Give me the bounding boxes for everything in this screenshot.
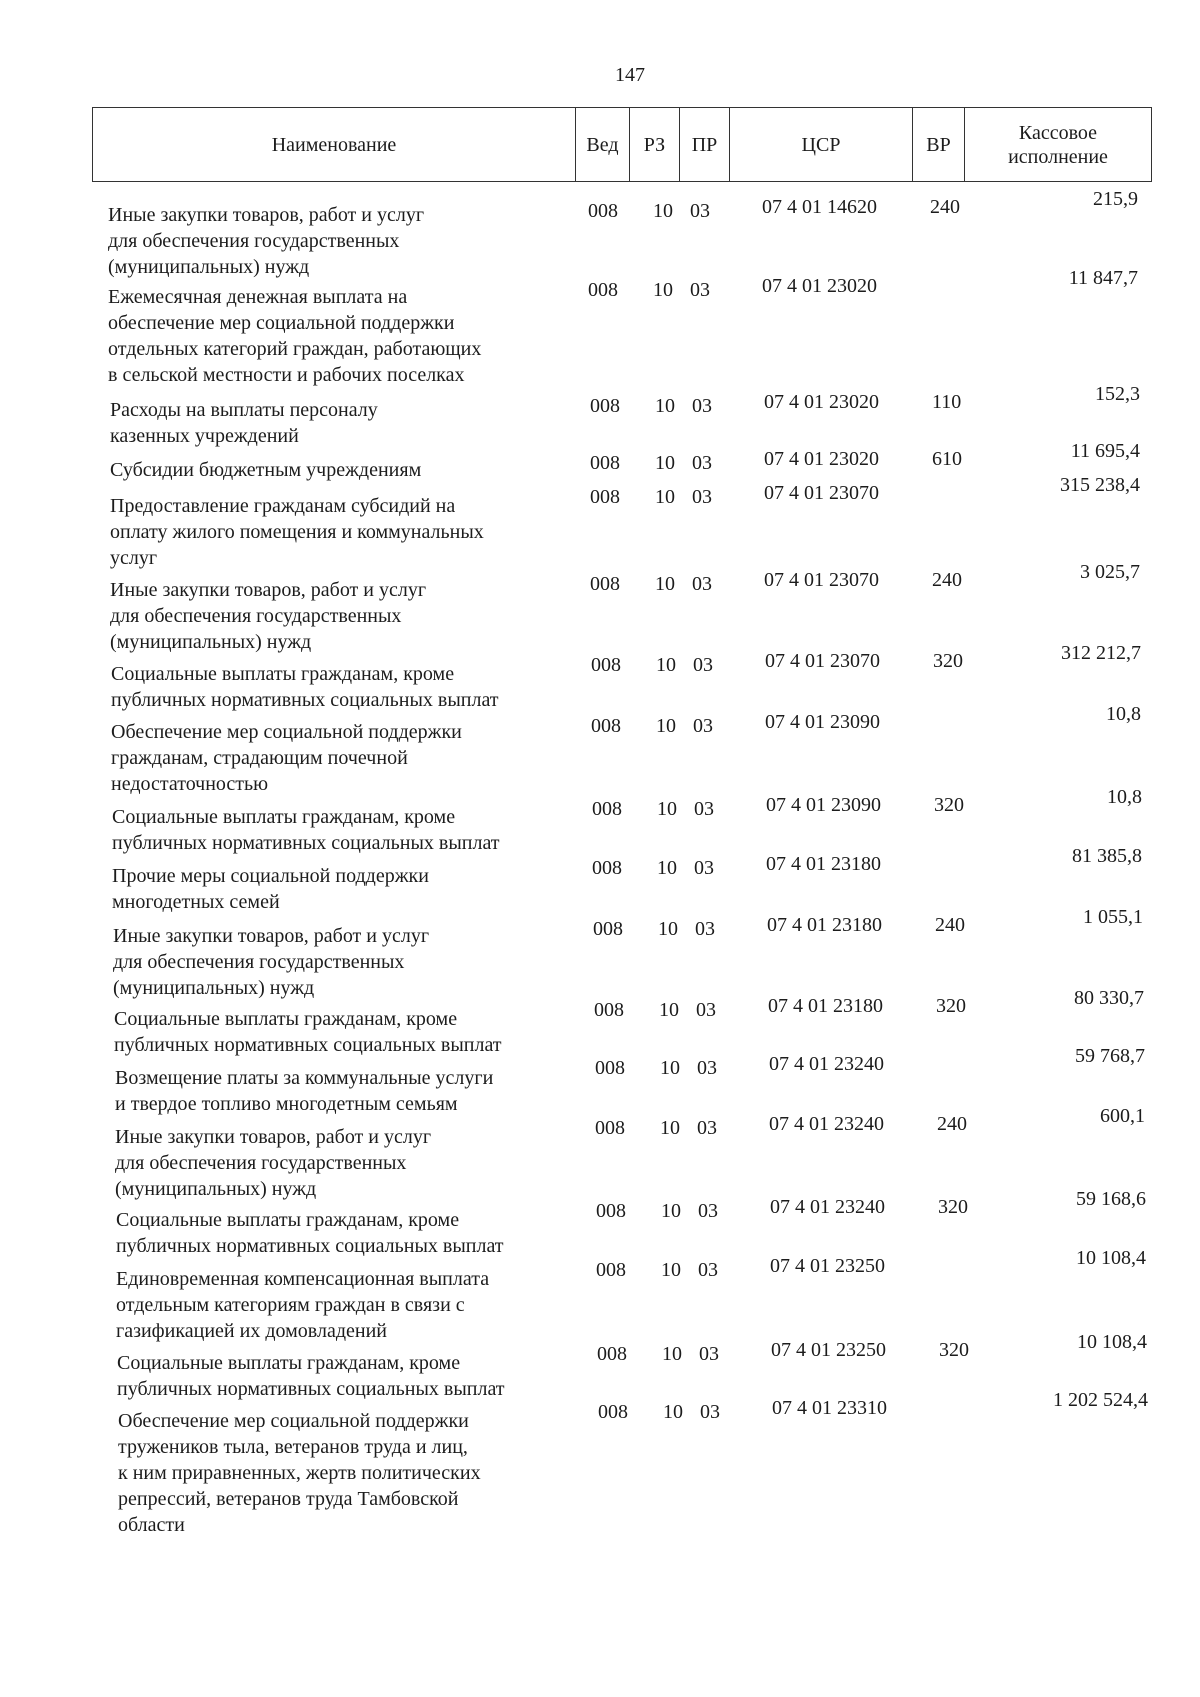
cell-sum: 1 055,1 [1083, 906, 1143, 928]
cell-ved: 008 [591, 654, 621, 676]
cell-sum: 1 202 524,4 [1053, 1389, 1148, 1411]
cell-csr: 07 4 01 23240 [769, 1113, 884, 1135]
cell-ved: 008 [590, 573, 620, 595]
cell-name: Расходы на выплаты персоналу казенных учреждений [110, 399, 378, 447]
cell-pr: 03 [690, 279, 710, 301]
cell-pr: 03 [697, 1057, 717, 1079]
header-vr: ВР [913, 108, 965, 181]
cell-pr: 03 [696, 999, 716, 1021]
cell-ved: 008 [588, 279, 618, 301]
cell-name: Социальные выплаты гражданам, кроме публичных нормативных социальных выплат [116, 1209, 504, 1257]
cell-vr: 240 [930, 196, 960, 218]
cell-name: Ежемесячная денежная выплата на обеспечение мер социальной поддержки отдельных категорий граждан, работающих в сельской местности и рабочих поселках [108, 286, 482, 386]
cell-vr: 240 [932, 569, 962, 591]
cell-sum: 10,8 [1107, 786, 1142, 808]
cell-sum: 11 847,7 [1068, 267, 1138, 289]
cell-name: Возмещение платы за коммунальные услуги и твердое топливо многодетным семьям [115, 1067, 494, 1115]
cell-name: Иные закупки товаров, работ и услуг для обеспечения государственных (муниципальных) нужд [115, 1126, 432, 1200]
cell-name: Обеспечение мер социальной поддержки гражданам, страдающим почечной недостаточностью [111, 721, 462, 795]
cell-rz: 10 [661, 1259, 681, 1281]
cell-name: Прочие меры социальной поддержки многодетных семей [112, 865, 429, 913]
cell-ved: 008 [596, 1200, 626, 1222]
cell-ved: 008 [594, 999, 624, 1021]
cell-rz: 10 [655, 573, 675, 595]
cell-ved: 008 [595, 1057, 625, 1079]
cell-rz: 10 [659, 999, 679, 1021]
cell-pr: 03 [694, 798, 714, 820]
cell-name: Предоставление гражданам субсидий на оплату жилого помещения и коммунальных услуг [110, 495, 484, 569]
cell-rz: 10 [663, 1401, 683, 1423]
cell-sum: 152,3 [1095, 383, 1140, 405]
cell-sum: 59 168,6 [1076, 1188, 1146, 1210]
header-pr: ПР [680, 108, 730, 181]
cell-csr: 07 4 01 23070 [764, 482, 879, 504]
cell-pr: 03 [698, 1259, 718, 1281]
cell-pr: 03 [690, 200, 710, 222]
cell-rz: 10 [655, 452, 675, 474]
cell-name: Социальные выплаты гражданам, кроме публичных нормативных социальных выплат [117, 1352, 505, 1400]
cell-rz: 10 [656, 715, 676, 737]
cell-sum: 3 025,7 [1080, 561, 1140, 583]
cell-ved: 008 [590, 486, 620, 508]
cell-pr: 03 [692, 573, 712, 595]
cell-rz: 10 [653, 279, 673, 301]
cell-pr: 03 [692, 452, 712, 474]
header-csr: ЦСР [730, 108, 913, 181]
cell-sum: 10,8 [1106, 703, 1141, 725]
cell-csr: 07 4 01 23180 [767, 914, 882, 936]
cell-csr: 07 4 01 23240 [769, 1053, 884, 1075]
cell-sum: 81 385,8 [1072, 845, 1142, 867]
header-ved: Вед [576, 108, 630, 181]
header-name: Наименование [93, 108, 576, 181]
cell-rz: 10 [655, 486, 675, 508]
cell-sum: 10 108,4 [1077, 1331, 1147, 1353]
cell-csr: 07 4 01 23020 [764, 391, 879, 413]
cell-sum: 11 695,4 [1070, 440, 1140, 462]
cell-sum: 312 212,7 [1061, 642, 1141, 664]
cell-ved: 008 [595, 1117, 625, 1139]
cell-name: Субсидии бюджетным учреждениям [110, 459, 422, 481]
table-header [92, 107, 1152, 182]
cell-csr: 07 4 01 23070 [765, 650, 880, 672]
cell-csr: 07 4 01 23020 [762, 275, 877, 297]
cell-vr: 320 [934, 794, 964, 816]
cell-ved: 008 [591, 715, 621, 737]
cell-vr: 240 [937, 1113, 967, 1135]
cell-vr: 320 [939, 1339, 969, 1361]
cell-vr: 240 [935, 914, 965, 936]
cell-ved: 008 [593, 918, 623, 940]
cell-name: Социальные выплаты гражданам, кроме публичных нормативных социальных выплат [114, 1008, 502, 1056]
cell-sum: 80 330,7 [1074, 987, 1144, 1009]
cell-sum: 315 238,4 [1060, 474, 1140, 496]
cell-sum: 215,9 [1093, 188, 1138, 210]
cell-csr: 07 4 01 23310 [772, 1397, 887, 1419]
cell-csr: 07 4 01 23180 [768, 995, 883, 1017]
cell-pr: 03 [700, 1401, 720, 1423]
cell-sum: 59 768,7 [1075, 1045, 1145, 1067]
cell-name: Иные закупки товаров, работ и услуг для обеспечения государственных (муниципальных) нужд [113, 925, 430, 999]
cell-csr: 07 4 01 23090 [766, 794, 881, 816]
cell-vr: 320 [933, 650, 963, 672]
cell-ved: 008 [590, 395, 620, 417]
cell-rz: 10 [657, 857, 677, 879]
cell-csr: 07 4 01 23240 [770, 1196, 885, 1218]
cell-pr: 03 [699, 1343, 719, 1365]
cell-rz: 10 [662, 1343, 682, 1365]
cell-ved: 008 [588, 200, 618, 222]
cell-rz: 10 [660, 1057, 680, 1079]
cell-rz: 10 [656, 654, 676, 676]
cell-ved: 008 [592, 857, 622, 879]
cell-csr: 07 4 01 23250 [770, 1255, 885, 1277]
cell-csr: 07 4 01 23090 [765, 711, 880, 733]
cell-pr: 03 [692, 395, 712, 417]
cell-name: Обеспечение мер социальной поддержки тружеников тыла, ветеранов труда и лиц, к ним приравненных, жертв политических репрессий, ветеранов труда Тамбовской области [118, 1410, 481, 1536]
cell-csr: 07 4 01 23020 [764, 448, 879, 470]
cell-rz: 10 [655, 395, 675, 417]
cell-ved: 008 [597, 1343, 627, 1365]
cell-name: Иные закупки товаров, работ и услуг для обеспечения государственных (муниципальных) нужд [110, 579, 427, 653]
cell-vr: 610 [932, 448, 962, 470]
cell-pr: 03 [692, 486, 712, 508]
cell-csr: 07 4 01 23250 [771, 1339, 886, 1361]
cell-rz: 10 [657, 798, 677, 820]
cell-pr: 03 [695, 918, 715, 940]
cell-pr: 03 [698, 1200, 718, 1222]
cell-name: Иные закупки товаров, работ и услуг для обеспечения государственных (муниципальных) нужд [108, 204, 425, 278]
header-rz: РЗ [630, 108, 680, 181]
cell-vr: 320 [936, 995, 966, 1017]
cell-ved: 008 [598, 1401, 628, 1423]
cell-pr: 03 [694, 857, 714, 879]
cell-csr: 07 4 01 23180 [766, 853, 881, 875]
cell-pr: 03 [697, 1117, 717, 1139]
cell-name: Единовременная компенсационная выплата отдельным категориям граждан в связи с газификацией их домовладений [116, 1268, 490, 1342]
cell-name: Социальные выплаты гражданам, кроме публичных нормативных социальных выплат [111, 663, 499, 711]
cell-rz: 10 [661, 1200, 681, 1222]
cell-ved: 008 [592, 798, 622, 820]
cell-ved: 008 [596, 1259, 626, 1281]
cell-csr: 07 4 01 14620 [762, 196, 877, 218]
cell-pr: 03 [693, 715, 713, 737]
cell-ved: 008 [590, 452, 620, 474]
header-sum: Кассовое исполнение [1008, 121, 1108, 168]
cell-csr: 07 4 01 23070 [764, 569, 879, 591]
cell-rz: 10 [658, 918, 678, 940]
cell-pr: 03 [693, 654, 713, 676]
cell-sum: 600,1 [1100, 1105, 1145, 1127]
cell-name: Социальные выплаты гражданам, кроме публичных нормативных социальных выплат [112, 806, 500, 854]
cell-rz: 10 [660, 1117, 680, 1139]
cell-sum: 10 108,4 [1076, 1247, 1146, 1269]
cell-rz: 10 [653, 200, 673, 222]
cell-vr: 320 [938, 1196, 968, 1218]
page-number: 147 [615, 64, 645, 86]
cell-vr: 110 [932, 391, 962, 413]
